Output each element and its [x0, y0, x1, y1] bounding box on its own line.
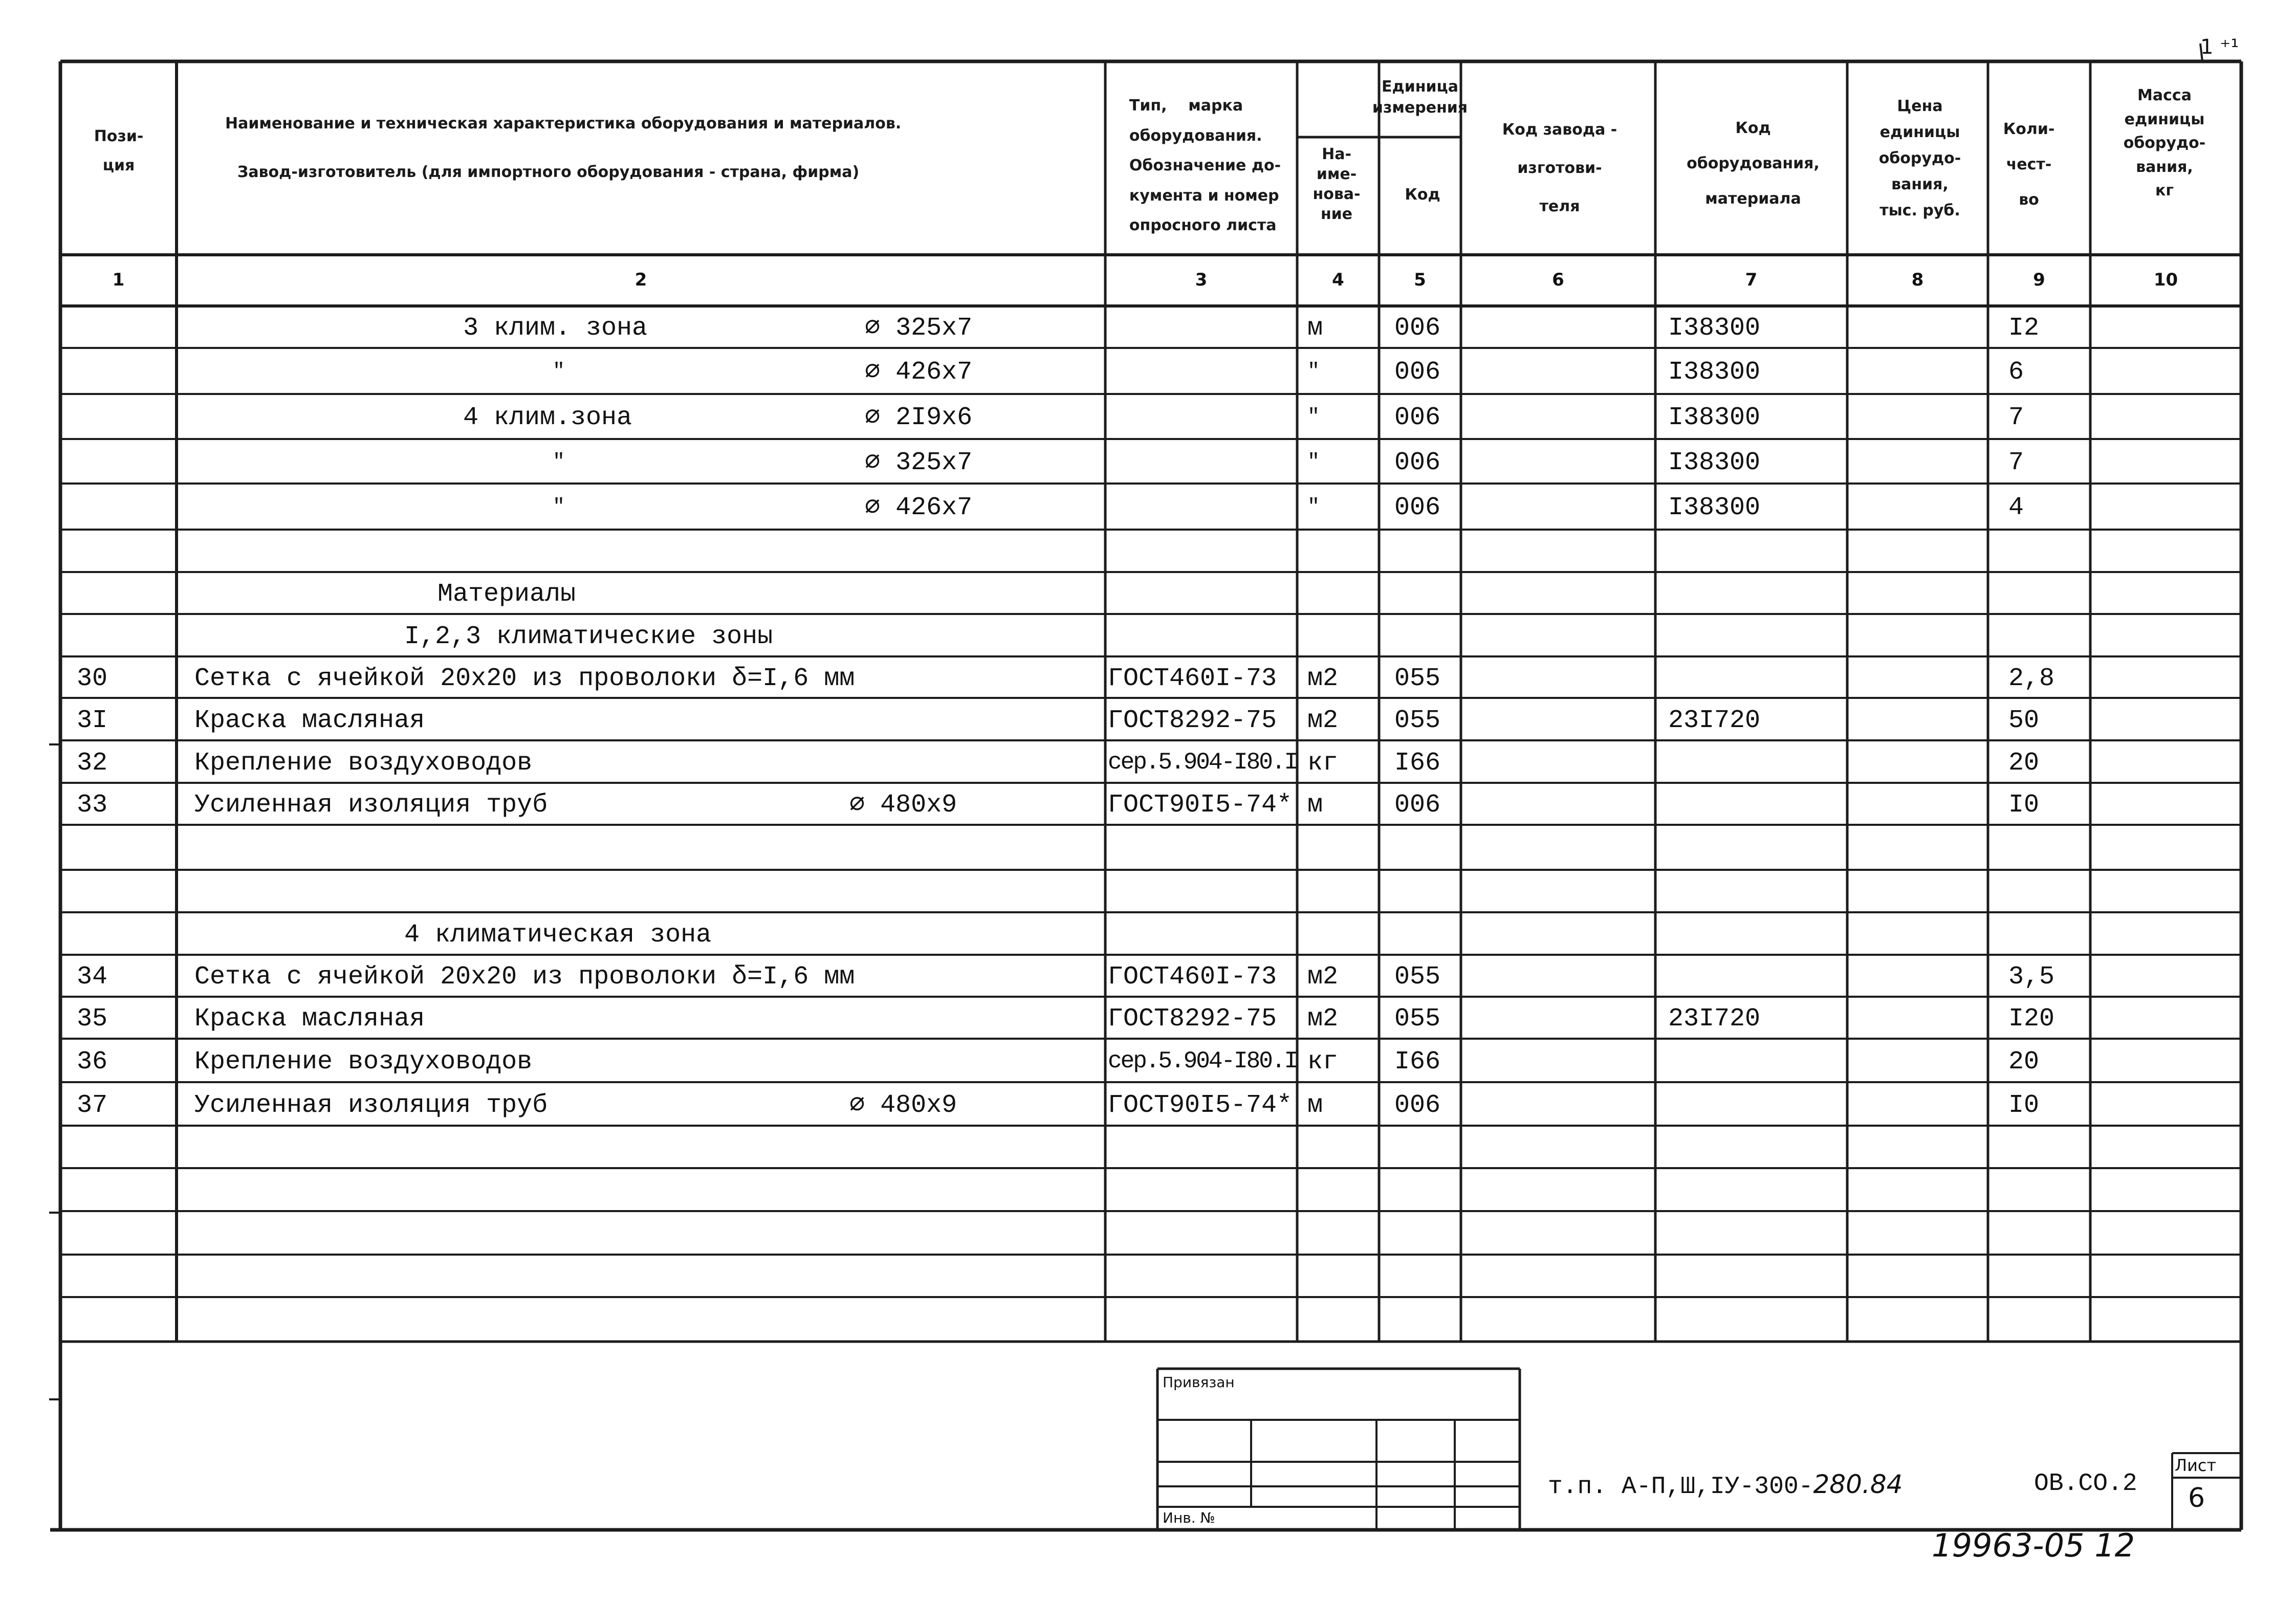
cell-unit-code: 006 — [1394, 791, 1441, 820]
cell-quantity: 20 — [2008, 749, 2040, 778]
header-position: Пози- ция — [94, 127, 144, 174]
cell-unit-code: 055 — [1394, 1004, 1441, 1034]
cell-equipment-code: I38300 — [1668, 358, 1761, 387]
column-number: 7 — [1745, 270, 1758, 290]
cell-name: " — [553, 496, 565, 519]
cell-quantity: I20 — [2008, 1004, 2055, 1034]
stamp-project-print: т.п. А-П,Ш,IУ-300- — [1548, 1473, 1813, 1501]
sheet-top-mark: 1 ⁺¹ — [2200, 35, 2239, 59]
cell-document: ГОСТ90I5-74* — [1108, 791, 1293, 820]
header-equip-code: Код оборудования, материала — [1687, 119, 1820, 208]
column-number: 8 — [1911, 270, 1924, 290]
cell-name: Крепление воздуховодов — [194, 1047, 533, 1077]
cell-name: Материалы — [438, 580, 576, 609]
cell-quantity: 6 — [2008, 358, 2024, 387]
header-factory-code: Код завода - изготови- теля — [1502, 121, 1617, 215]
cell-unit: кг — [1307, 749, 1339, 778]
column-number: 9 — [2033, 270, 2045, 290]
stamp-project-hand: 280.84 — [1813, 1469, 1903, 1499]
cell-name: Усиленная изоляция труб — [194, 1091, 548, 1120]
cell-unit: м2 — [1307, 664, 1339, 693]
cell-position: 32 — [77, 749, 108, 778]
cell-name: Краска масляная — [194, 1004, 425, 1034]
cell-unit-code: 006 — [1394, 448, 1441, 477]
stamp-inv-label: Инв. № — [1163, 1509, 1215, 1526]
header-type-doc: Тип, марка оборудования. Обозначение до- кумента и номер опросного листа — [1129, 97, 1281, 234]
cell-equipment-code: I38300 — [1668, 448, 1761, 477]
cell-unit-code: I66 — [1394, 1047, 1441, 1077]
cell-quantity: 50 — [2008, 706, 2040, 735]
cell-dimension: ∅ 325x7 — [865, 314, 973, 343]
archive-number: 19963-05 12 — [1932, 1527, 2135, 1564]
header-unit-code: Код — [1405, 186, 1440, 204]
stamp-sheet-label: Лист — [2175, 1456, 2217, 1475]
column-number: 3 — [1195, 270, 1208, 290]
cell-unit: " — [1307, 451, 1320, 474]
cell-position: 33 — [77, 791, 108, 820]
cell-quantity: I2 — [2008, 314, 2040, 343]
cell-name: I,2,3 климатические зоны — [404, 622, 773, 651]
header-quantity: Коли- чест- во — [2003, 120, 2055, 209]
header-name-line1: Наименование и техническая характеристика оборудования и материалов. — [225, 115, 902, 133]
header-mass: Масса единицы оборудо- вания, кг — [2123, 86, 2206, 200]
cell-dimension: ∅ 480x9 — [849, 791, 957, 820]
cell-document: ГОСТ90I5-74* — [1108, 1091, 1293, 1120]
cell-unit: м — [1307, 314, 1323, 343]
header-unit-group: Единица измерения — [1372, 78, 1468, 117]
cell-quantity: 7 — [2008, 403, 2024, 432]
cell-name: Сетка с ячейкой 20x20 из проволоки δ=I,6 мм — [194, 962, 855, 992]
cell-unit: м2 — [1307, 962, 1339, 992]
cell-unit: м — [1307, 1091, 1323, 1120]
cell-name: Краска масляная — [194, 706, 425, 735]
column-number: 6 — [1552, 270, 1564, 290]
cell-name: Крепление воздуховодов — [194, 749, 533, 778]
cell-quantity: 20 — [2008, 1047, 2040, 1077]
cell-position: 36 — [77, 1047, 108, 1077]
cell-document: ГОСТ460I-73 — [1108, 664, 1277, 693]
cell-unit-code: 006 — [1394, 358, 1441, 387]
column-number: 5 — [1414, 270, 1426, 290]
cell-document: ГОСТ460I-73 — [1108, 962, 1277, 992]
cell-unit-code: 006 — [1394, 403, 1441, 432]
cell-unit-code: I66 — [1394, 749, 1441, 778]
cell-quantity: 2,8 — [2008, 664, 2055, 693]
cell-equipment-code: I38300 — [1668, 403, 1761, 432]
column-number: 2 — [635, 270, 647, 290]
stamp-privyazan: Привязан — [1163, 1374, 1235, 1391]
cell-unit-code: 006 — [1394, 1091, 1441, 1120]
column-number: 1 — [112, 270, 125, 290]
cell-dimension: ∅ 426x7 — [865, 493, 973, 522]
cell-quantity: 3,5 — [2008, 962, 2055, 992]
header-name-line2: Завод-изготовитель (для импортного оборудования - страна, фирма) — [237, 163, 860, 181]
cell-unit: " — [1307, 496, 1320, 519]
cell-document: ГОСТ8292-75 — [1108, 1004, 1277, 1034]
cell-unit-code: 006 — [1394, 493, 1441, 522]
cell-equipment-code: I38300 — [1668, 493, 1761, 522]
cell-name: 3 клим. зона — [463, 314, 648, 343]
cell-position: 34 — [77, 962, 108, 992]
cell-position: 37 — [77, 1091, 108, 1120]
cell-equipment-code: I38300 — [1668, 314, 1761, 343]
cell-quantity: I0 — [2008, 791, 2040, 820]
stamp-project-code — [1548, 1469, 1903, 1501]
cell-equipment-code: 23I720 — [1668, 1004, 1761, 1034]
cell-name: Усиленная изоляция труб — [194, 791, 548, 820]
cell-unit-code: 006 — [1394, 314, 1441, 343]
column-number: 4 — [1332, 270, 1344, 290]
cell-position: 30 — [77, 664, 108, 693]
cell-name: 4 климатическая зона — [404, 920, 712, 950]
cell-document: сер.5.904-I80.I — [1108, 749, 1297, 776]
cell-quantity: I0 — [2008, 1091, 2040, 1120]
cell-document: сер.5.904-I80.I — [1108, 1048, 1297, 1074]
cell-quantity: 7 — [2008, 448, 2024, 477]
cell-unit-code: 055 — [1394, 664, 1441, 693]
header-unit-name: На- име- нова- ние — [1313, 145, 1361, 223]
cell-name: " — [553, 451, 565, 474]
cell-unit-code: 055 — [1394, 706, 1441, 735]
cell-dimension: ∅ 426x7 — [865, 358, 973, 387]
cell-unit: м — [1307, 791, 1323, 820]
cell-dimension: ∅ 2I9x6 — [865, 403, 973, 432]
cell-unit-code: 055 — [1394, 962, 1441, 992]
cell-unit: м2 — [1307, 1004, 1339, 1034]
cell-quantity: 4 — [2008, 493, 2024, 522]
cell-equipment-code: 23I720 — [1668, 706, 1761, 735]
cell-unit: м2 — [1307, 706, 1339, 735]
cell-unit: кг — [1307, 1047, 1339, 1077]
cell-dimension: ∅ 325x7 — [865, 448, 973, 477]
cell-dimension: ∅ 480x9 — [849, 1091, 957, 1120]
cell-unit: " — [1307, 360, 1320, 383]
cell-unit: " — [1307, 406, 1320, 429]
stamp-sheet-number: 6 — [2188, 1483, 2205, 1513]
stamp-doc-code: ОВ.СО.2 — [2034, 1470, 2137, 1498]
cell-name: " — [553, 360, 565, 383]
cell-position: 35 — [77, 1004, 108, 1034]
column-number: 10 — [2153, 270, 2178, 290]
header-price: Цена единицы оборудо- вания, тыс. руб. — [1878, 97, 1961, 220]
cell-name: 4 клим.зона — [463, 403, 632, 432]
cell-document: ГОСТ8292-75 — [1108, 706, 1277, 735]
cell-name: Сетка с ячейкой 20x20 из проволоки δ=I,6 мм — [194, 664, 855, 693]
cell-position: 3I — [77, 706, 108, 735]
